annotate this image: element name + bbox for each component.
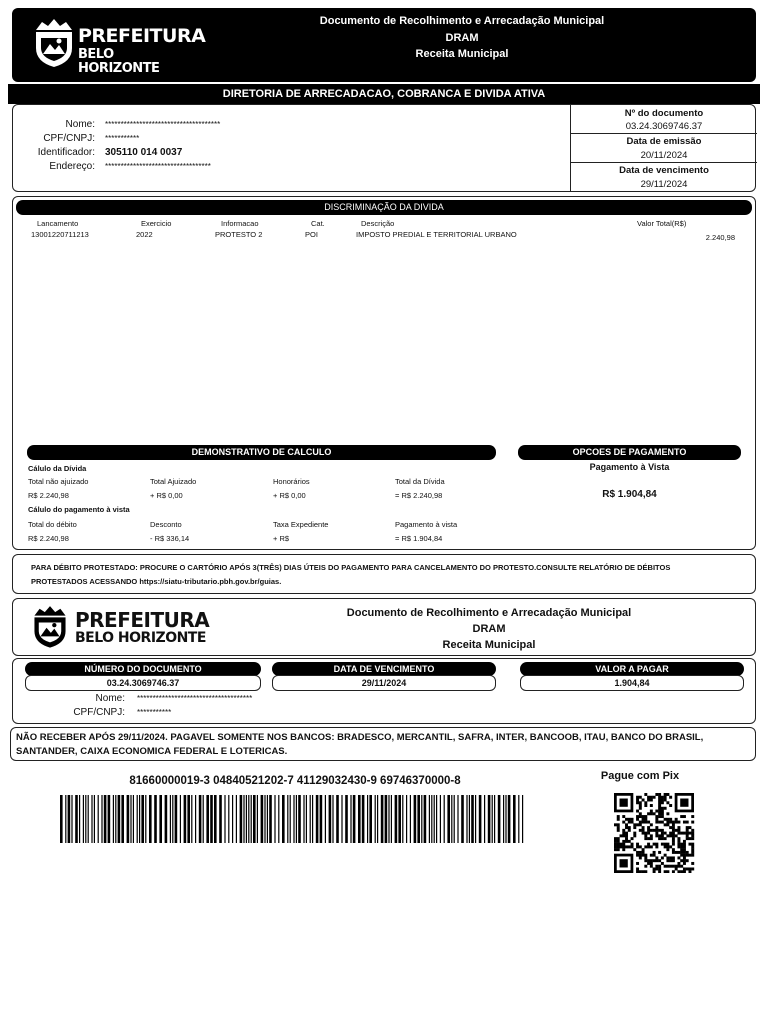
banks-notice-box <box>10 727 756 761</box>
debt-box <box>12 196 756 550</box>
nome-value: ************************************* <box>105 120 221 129</box>
calc-total-nao-ajuizado-label: Total não ajuizado <box>28 477 89 486</box>
emissao-value: 20/11/2024 <box>640 150 688 161</box>
top-header <box>12 8 756 82</box>
slip-venc-label: DATA DE VENCIMENTO <box>272 662 496 676</box>
cell-exercicio: 2022 <box>136 230 153 239</box>
doc-num-label: Nº do documento <box>624 108 704 119</box>
cell-valor: 2.240,98 <box>705 233 735 242</box>
city-shield-icon <box>32 16 76 68</box>
cpf-value: *********** <box>105 134 140 143</box>
city-logo <box>32 16 206 76</box>
slip-valor-value: 1.904,84 <box>520 675 744 691</box>
nome-label: Nome: <box>65 119 95 130</box>
calc-total-ajuizado-label: Total Ajuizado <box>150 477 197 486</box>
calc-total-divida-label: Total da Dívida <box>395 477 445 486</box>
ident-value: 305110 014 0037 <box>105 147 183 158</box>
banks-line1: NÃO RECEBER APÓS 29/11/2024. PAGAVEL SOMENTE NOS BANCOS: BRADESCO, MERCANTIL, SAFRA, INTER, BANCOOB, ITAU, BANCO DO BRASIL, <box>16 732 704 743</box>
calc-honorarios-value: + R$ 0,00 <box>273 491 306 500</box>
cell-informacao: PROTESTO 2 <box>215 230 263 239</box>
calc-desconto-label: Desconto <box>150 520 182 529</box>
directorate-bar: DIRETORIA DE ARRECADACAO, COBRANCA E DIVIDA ATIVA <box>8 84 760 104</box>
cell-descricao: IMPOSTO PREDIAL E TERRITORIAL URBANO <box>356 230 517 239</box>
slip-doc-title: Documento de Recolhimento e Arrecadação Municipal <box>346 607 632 619</box>
calc-taxa-value: + R$ <box>273 534 290 543</box>
venc-label: Data de vencimento <box>619 165 709 176</box>
payment-title-bar: OPCOES DE PAGAMENTO <box>518 445 741 460</box>
barcode-digits: 81660000019-3 04840521202-7 41129032430-9 69746370000-8 <box>129 775 461 787</box>
calc-desconto-value: - R$ 336,14 <box>150 534 190 543</box>
doc-sub: Receita Municipal <box>415 48 509 60</box>
doc-abbr: DRAM <box>445 32 479 44</box>
doc-info-panel <box>570 105 756 191</box>
calc-total-ajuizado-value: + R$ 0,00 <box>150 491 183 500</box>
calc-taxa-label: Taxa Expediente <box>273 520 329 529</box>
calc-pagamento-value: = R$ 1.904,84 <box>395 534 443 543</box>
slip-num-label: NÚMERO DO DOCUMENTO <box>25 662 261 676</box>
slip-cpf-value: *********** <box>137 708 172 717</box>
endereco-label: Endereço: <box>49 161 95 172</box>
taxpayer-box <box>12 104 756 192</box>
slip-cpf-label: CPF/CNPJ: <box>73 707 125 718</box>
logo-line2: BELO HORIZONTE <box>78 47 160 76</box>
city-shield-icon <box>31 602 69 650</box>
calc-total-debito-value: R$ 2.240,98 <box>28 534 69 543</box>
col-descricao: Descrição <box>361 219 395 228</box>
col-cat: Cat. <box>311 219 325 228</box>
slip-city-logo <box>31 602 211 654</box>
payment-option-value: R$ 1.904,84 <box>602 489 657 500</box>
slip-header-box <box>12 598 756 656</box>
logo-line1: PREFEITURA <box>78 25 206 47</box>
calc-title-bar: DEMONSTRATIVO DE CALCULO <box>27 445 496 460</box>
calc-sec2-title: Cálulo do pagamento à vista <box>28 505 130 514</box>
emissao-label: Data de emissão <box>626 136 702 147</box>
slip-nome-label: Nome: <box>95 693 125 704</box>
col-informacao: Informacao <box>221 219 259 228</box>
calc-honorarios-label: Honorários <box>273 477 310 486</box>
pix-qr-code <box>611 793 697 873</box>
slip-venc-value: 29/11/2024 <box>272 675 496 691</box>
calc-total-nao-ajuizado-value: R$ 2.240,98 <box>28 491 69 500</box>
endereco-value: ********************************** <box>105 162 211 171</box>
debt-title-bar: DISCRIMINAÇÃO DA DIVIDA <box>16 200 752 215</box>
doc-num-value: 03.24.3069746.37 <box>625 121 703 132</box>
col-exercicio: Exercicio <box>141 219 172 228</box>
notice-line1: PARA DÉBITO PROTESTADO: PROCURE O CARTÓRIO APÓS 3(TRÊS) DIAS ÚTEIS DO PAGAMENTO PARA CANCELAMENTO DO PROTESTO.CONSULTE RELATÓRIO DE DÉBITOS <box>31 563 671 572</box>
calc-sec1-title: Cálulo da Dívida <box>28 464 87 473</box>
cpf-label: CPF/CNPJ: <box>43 133 95 144</box>
cell-lancamento: 13001220711213 <box>31 230 89 239</box>
slip-logo-line1: PREFEITURA <box>75 608 210 632</box>
slip-doc-abbr: DRAM <box>472 623 506 635</box>
venc-value: 29/11/2024 <box>640 179 688 190</box>
slip-logo-line2: BELO HORIZONTE <box>75 630 206 646</box>
slip-nome-value: ************************************* <box>137 694 253 703</box>
pix-label: Pague com Pix <box>600 770 680 782</box>
cell-cat: POI <box>305 230 318 239</box>
slip-doc-sub: Receita Municipal <box>442 639 536 651</box>
ident-label: Identificador: <box>37 147 95 158</box>
col-valor: Valor Total(R$) <box>637 219 687 228</box>
banks-line2: SANTANDER, CAIXA ECONOMICA FEDERAL E LOTERICAS. <box>16 746 288 757</box>
calc-total-divida-value: = R$ 2.240,98 <box>395 491 443 500</box>
slip-valor-label: VALOR A PAGAR <box>520 662 744 676</box>
calc-total-debito-label: Total do débito <box>28 520 77 529</box>
barcode <box>58 795 528 843</box>
calc-pagamento-label: Pagamento à vista <box>395 520 458 529</box>
col-lancamento: Lancamento <box>37 219 79 228</box>
slip-details-box <box>12 658 756 724</box>
slip-num-value: 03.24.3069746.37 <box>25 675 261 691</box>
doc-title: Documento de Recolhimento e Arrecadação Municipal <box>319 15 605 27</box>
notice-box <box>12 554 756 594</box>
notice-line2: PROTESTADOS ACESSANDO https://siatu-tributario.pbh.gov.br/guias. <box>31 577 282 586</box>
payment-option-label: Pagamento à Vista <box>589 462 670 472</box>
